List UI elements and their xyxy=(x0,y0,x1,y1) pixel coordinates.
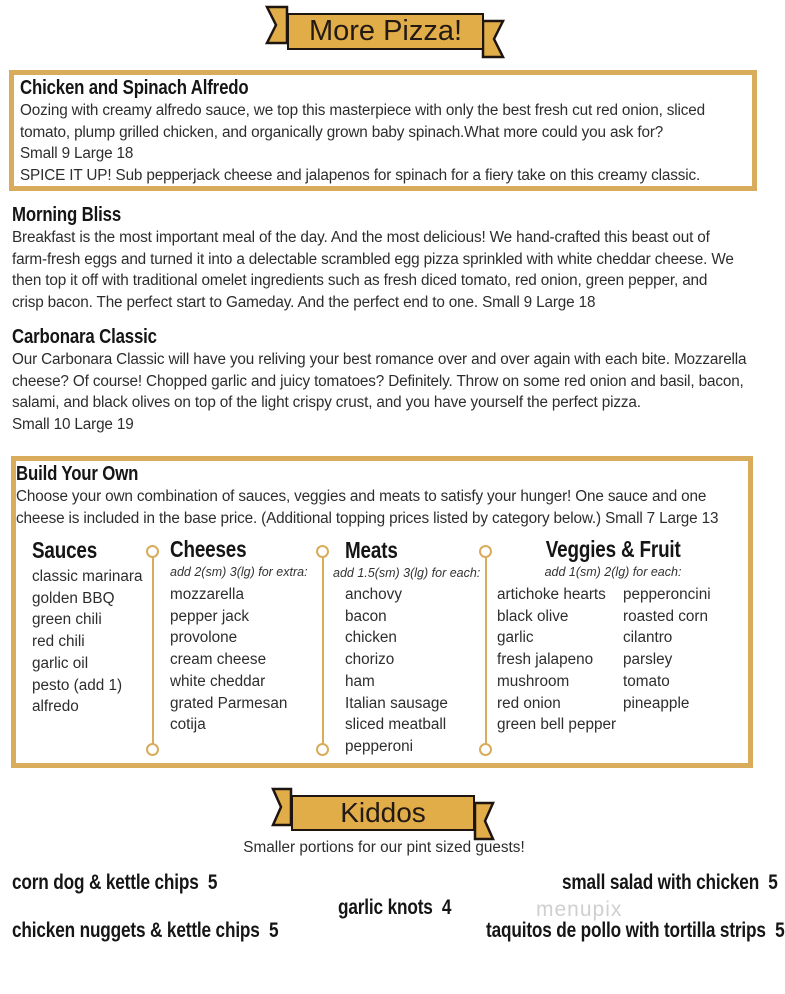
topping-item: garlic oil xyxy=(32,654,89,672)
kids-menu-item xyxy=(338,896,451,920)
topping-item: sliced meatball xyxy=(345,716,447,734)
kids-menu-item xyxy=(12,871,217,895)
pizza-description: farm-fresh eggs and turned it into a delectable scrambled egg pizza sprinkled with white cheddar cheese. We xyxy=(12,250,734,268)
column-title: Sauces xyxy=(32,537,98,563)
column-divider xyxy=(322,557,324,745)
pizza-price: crisp bacon. The perfect start to Gameday. And the perfect end to one. Small 9 Large 18 xyxy=(12,293,596,311)
section-title: More Pizza! xyxy=(308,15,463,47)
column-title: Meats xyxy=(345,537,398,563)
watermark: menupix xyxy=(536,898,623,921)
section-banner-more-pizza xyxy=(266,6,506,58)
topping-item: mushroom xyxy=(497,672,570,690)
column-divider xyxy=(152,557,154,745)
topping-item: fresh jalapeno xyxy=(497,651,594,669)
pizza-item xyxy=(20,76,705,186)
item-price: 5 xyxy=(768,871,778,894)
build-your-own-price: cheese is included in the base price. (Additional topping prices listed by category below.) Small 7 Large 13 xyxy=(16,509,719,527)
ribbon-right-icon xyxy=(482,20,504,58)
item-name: chicken nuggets & kettle chips xyxy=(12,919,260,942)
topping-item: anchovy xyxy=(345,586,402,603)
pizza-name: Carbonara Classic xyxy=(12,325,157,348)
topping-item: white cheddar xyxy=(170,672,266,690)
item-name: small salad with chicken xyxy=(562,871,760,894)
kids-menu-item xyxy=(486,919,784,943)
divider-ring-icon xyxy=(479,545,492,558)
item-price: 5 xyxy=(207,871,218,894)
ribbon-left-icon xyxy=(266,6,288,44)
topping-item: pepper jack xyxy=(170,607,250,625)
pizza-name: Chicken and Spinach Alfredo xyxy=(20,76,249,99)
topping-item: pepperoncini xyxy=(623,586,711,603)
pizza-price: Small 10 Large 19 xyxy=(12,415,134,433)
divider-ring-icon xyxy=(146,743,159,756)
pizza-price: Small 9 Large 18 xyxy=(20,145,134,162)
kiddos-subtitle: Smaller portions for our pint sized guests! xyxy=(243,839,525,856)
cheeses-column xyxy=(170,535,308,736)
topping-item: garlic xyxy=(497,629,534,647)
ribbon-left-icon xyxy=(272,788,292,826)
pizza-item xyxy=(12,203,734,313)
topping-item: chorizo xyxy=(345,651,395,669)
topping-item: parsley xyxy=(623,651,673,669)
topping-item: pepperoni xyxy=(345,737,414,755)
veggies-column xyxy=(497,535,737,736)
build-your-own-title: Build Your Own xyxy=(16,462,139,485)
meats-column xyxy=(333,536,480,758)
pizza-description: tomato, plump grilled chicken, and organically grown baby spinach.What more could you ask for? xyxy=(20,123,664,141)
section-banner-kiddos xyxy=(272,788,496,840)
divider-ring-icon xyxy=(146,545,159,558)
column-price-note: add 1(sm) 2(lg) for each: xyxy=(544,565,682,579)
pizza-description: Breakfast is the most important meal of the day. And the most delicious! We hand-crafted this beast out of xyxy=(12,229,710,246)
pizza-description: Oozing with creamy alfredo sauce, we top this masterpiece with only the best fresh cut red onion, sliced xyxy=(20,102,706,119)
sauces-column xyxy=(32,536,143,718)
topping-item: cotija xyxy=(170,716,206,734)
pizza-name: Morning Bliss xyxy=(12,203,122,226)
topping-item: ham xyxy=(345,672,375,690)
divider-ring-icon xyxy=(316,743,329,756)
topping-item: green bell pepper xyxy=(497,716,617,734)
topping-item: red onion xyxy=(497,694,561,712)
topping-item: bacon xyxy=(345,607,387,625)
item-price: 5 xyxy=(775,919,785,942)
topping-item: Italian sausage xyxy=(345,694,448,712)
topping-item: pesto (add 1) xyxy=(32,676,123,694)
pizza-note: SPICE IT UP! Sub pepperjack cheese and jalapenos for spinach for a fiery take on this creamy classic. xyxy=(20,166,701,184)
divider-ring-icon xyxy=(479,743,492,756)
topping-item: cilantro xyxy=(623,629,673,647)
pizza-description: Our Carbonara Classic will have you reliving your best romance over and over again with each bite. Mozzarella xyxy=(12,351,747,368)
topping-item: tomato xyxy=(623,672,670,690)
kids-menu-item xyxy=(12,919,278,943)
column-price-note: add 1.5(sm) 3(lg) for each: xyxy=(333,566,481,580)
build-your-own-header xyxy=(16,462,718,529)
topping-item: mozzarella xyxy=(170,586,244,603)
topping-item: pineapple xyxy=(623,694,690,712)
topping-item: alfredo xyxy=(32,698,79,716)
topping-item: black olive xyxy=(497,607,569,625)
ribbon-right-icon xyxy=(474,802,494,840)
build-your-own-description: Choose your own combination of sauces, veggies and meats to satisfy your hunger! One sauce and one xyxy=(16,488,707,505)
column-divider xyxy=(485,557,487,745)
item-name: corn dog & kettle chips xyxy=(12,871,199,894)
column-price-note: add 2(sm) 3(lg) for extra: xyxy=(170,565,308,579)
column-title: Cheeses xyxy=(170,536,247,562)
topping-item: chicken xyxy=(345,629,397,647)
section-title: Kiddos xyxy=(340,797,426,828)
item-name: garlic knots xyxy=(338,896,433,919)
pizza-description: then top it off with traditional omelet ingredients such as fresh diced tomato, red onion, green pepper, and xyxy=(12,272,708,289)
topping-item: classic marinara xyxy=(32,568,143,585)
divider-ring-icon xyxy=(316,545,329,558)
topping-item: cream cheese xyxy=(170,651,267,669)
topping-item: artichoke hearts xyxy=(497,586,606,603)
kids-menu-item xyxy=(562,871,778,895)
item-price: 4 xyxy=(441,896,452,919)
topping-item: golden BBQ xyxy=(32,589,115,607)
pizza-description: salami, and black olives on top of the light crispy crust, and you have yourself the perfect pizza. xyxy=(12,394,641,411)
pizza-item xyxy=(12,325,746,435)
topping-item: provolone xyxy=(170,629,238,647)
item-price: 5 xyxy=(268,919,279,942)
topping-item: red chili xyxy=(32,633,85,651)
column-title: Veggies & Fruit xyxy=(545,536,681,562)
pizza-description: cheese? Of course! Chopped garlic and juicy tomatoes? Definitely. Throw on some red onion and basil, bacon, xyxy=(12,372,744,390)
topping-item: green chili xyxy=(32,611,102,629)
topping-item: roasted corn xyxy=(623,607,709,625)
topping-item: grated Parmesan xyxy=(170,694,288,712)
item-name: taquitos de pollo with tortilla strips xyxy=(486,919,766,942)
